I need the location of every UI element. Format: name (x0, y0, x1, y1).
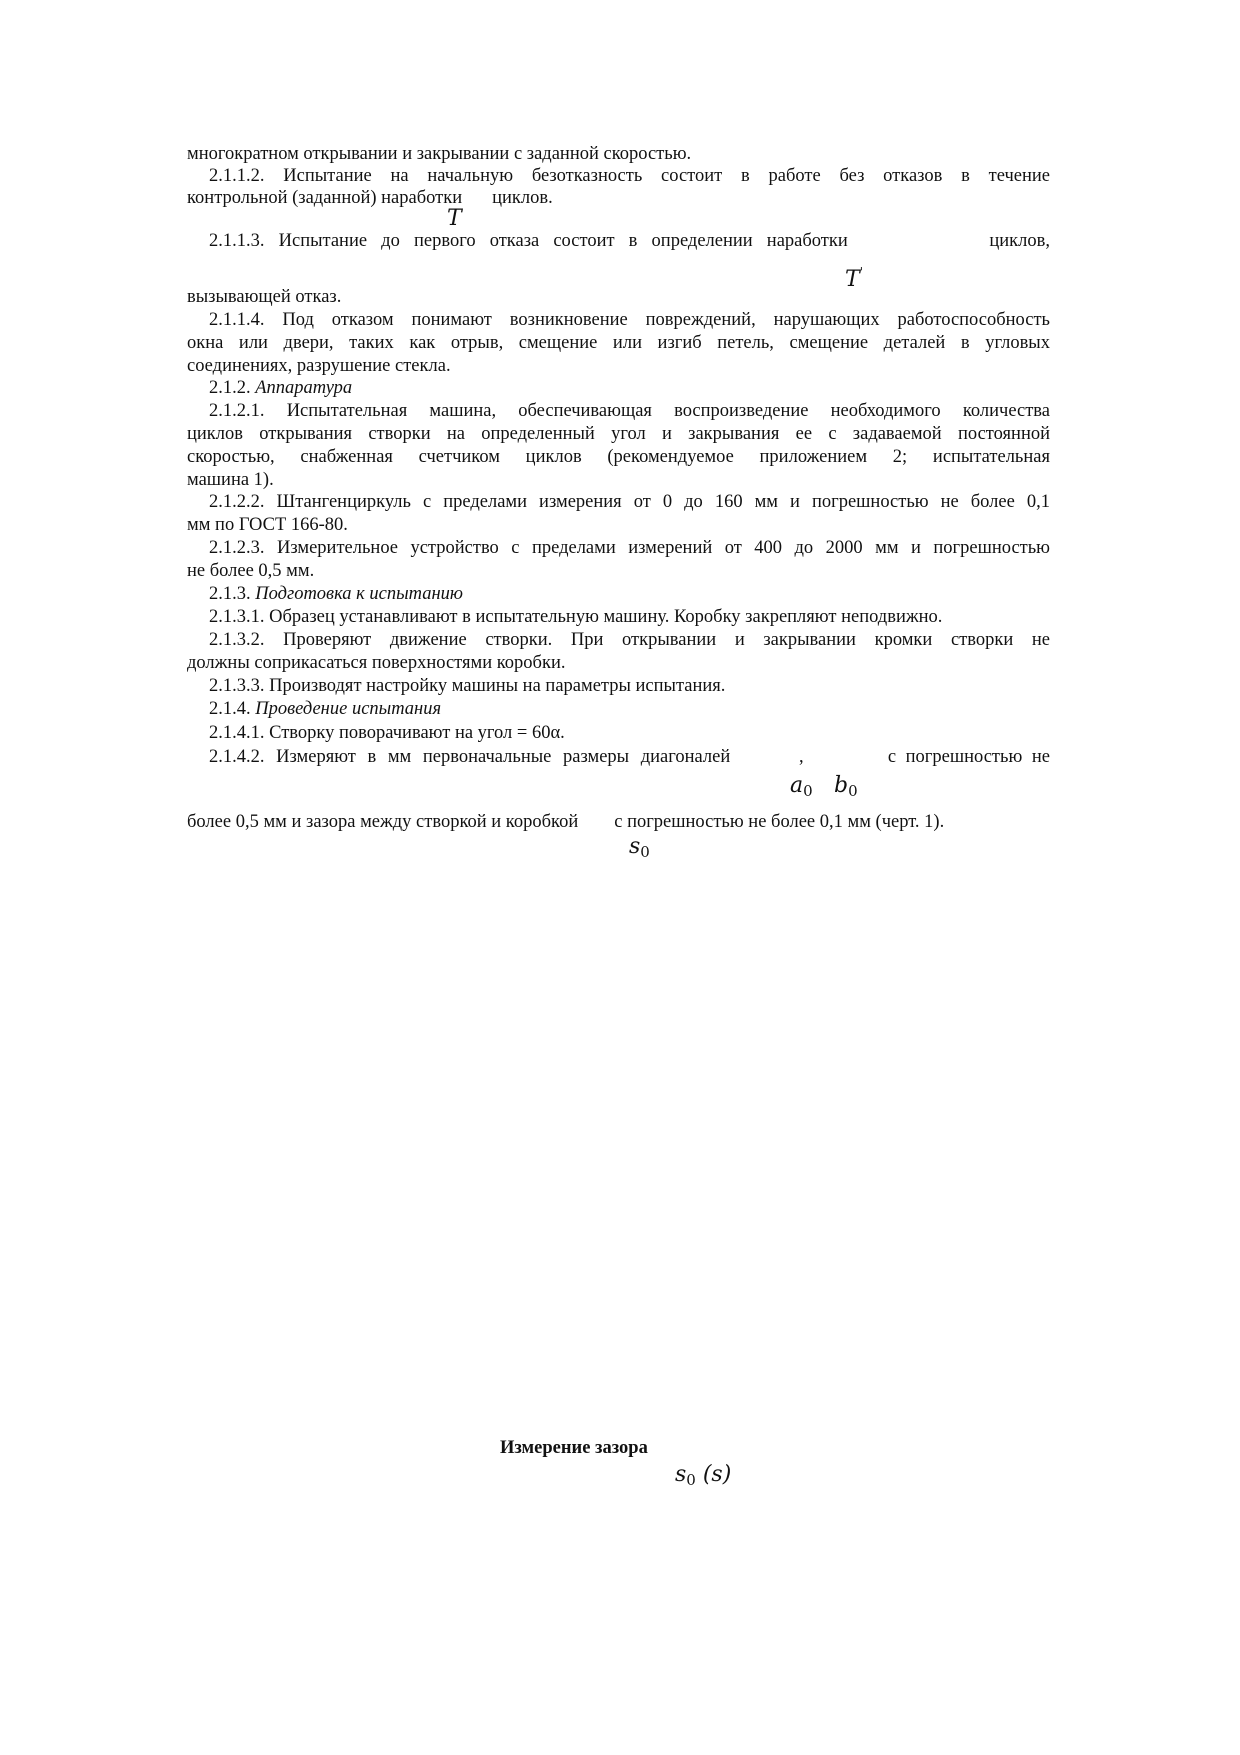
text-fragment: 2.1.1.3. Испытание до первого отказа состоит в определении наработки (209, 231, 848, 251)
math-symbol-b0 (834, 774, 858, 803)
subscript: 0 (848, 782, 858, 800)
text-fragment: контрольной (заданной) наработки (187, 188, 463, 208)
section-title: Проведение испытания (255, 699, 442, 719)
paragraph-2-1-3-2: 2.1.3.2. Проверяют движение створки. При открывании и закрывании кромки створки не (209, 630, 1050, 650)
math-symbol-s0 (629, 835, 650, 864)
section-title: Аппаратура (255, 378, 353, 398)
text-line: многократном открывании и закрывании с заданной скоростью. (187, 144, 692, 164)
subscript: 0 (640, 843, 650, 861)
section-number: 2.1.4. (209, 699, 251, 719)
text-line: должны соприкасаться поверхностями коробки. (187, 653, 566, 673)
text-line: вызывающей отказ. (187, 287, 342, 307)
paragraph-2-1-3-1: 2.1.3.1. Образец устанавливают в испытательную машину. Коробку закрепляют неподвижно. (209, 607, 943, 627)
paragraph-2-1-3-3: 2.1.3.3. Производят настройку машины на параметры испытания. (209, 676, 726, 696)
text-fragment: циклов. (492, 188, 553, 208)
paragraph-2-1-1-4: 2.1.1.4. Под отказом понимают возникновение повреждений, нарушающих работоспособность (209, 310, 1050, 330)
text-line: скоростью, снабженная счетчиком циклов (рекомендуемое приложением 2; испытательная (187, 447, 1050, 467)
text-fragment: с погрешностью не более 0,1 мм (черт. 1). (614, 812, 945, 832)
section-title: Подготовка к испытанию (255, 584, 463, 604)
text-line (187, 811, 1050, 833)
math-s: s (629, 834, 641, 859)
paragraph-2-1-1-2: 2.1.1.2. Испытание на начальную безотказность состоит в работе без отказов в течение (209, 166, 1050, 186)
text-line (187, 187, 1050, 209)
paragraph-2-1-1-3 (187, 230, 1050, 252)
text-line: циклов открывания створки на определенный угол и закрывания ее с задаваемой постоянной (187, 424, 1050, 444)
figure-caption-title: Измерение зазора (500, 1438, 648, 1458)
text-fragment: 2.1.4.2. Измеряют в мм первоначальные размеры диагоналей (209, 747, 731, 767)
paragraph-2-1-4-1: 2.1.4.1. Створку поворачивают на угол = 60α. (209, 723, 565, 743)
section-heading-2-1-4 (187, 698, 1050, 720)
figure-caption-formula (675, 1463, 731, 1492)
text-line: машина 1). (187, 470, 274, 490)
text-fragment: более 0,5 мм и зазора между створкой и коробкой (187, 812, 579, 832)
text-fragment: с погрешностью не (887, 747, 1050, 767)
section-number: 2.1.3. (209, 584, 251, 604)
section-heading-2-1-3 (187, 583, 1050, 605)
text-line: окна или двери, таких как отрыв, смещение или изгиб петель, смещение деталей в угловых (187, 333, 1050, 353)
text-fragment: циклов, (989, 231, 1050, 251)
text-line: мм по ГОСТ 166-80. (187, 515, 348, 535)
prime-mark: ' (859, 265, 863, 279)
paragraph-2-1-4-2 (187, 746, 1050, 768)
text-line: соединениях, разрушение стекла. (187, 356, 451, 376)
subscript: 0 (803, 782, 813, 800)
math-s: s (675, 1462, 687, 1487)
math-b: b (834, 773, 849, 798)
text-fragment: , (799, 747, 804, 767)
section-heading-2-1-2 (187, 377, 1050, 399)
math-a: a (790, 773, 804, 798)
math-T: T (845, 267, 860, 292)
math-symbol-a0 (790, 774, 813, 803)
text-line: не более 0,5 мм. (187, 561, 315, 581)
subscript: 0 (686, 1471, 696, 1489)
paragraph-2-1-2-3: 2.1.2.3. Измерительное устройство с пределами измерений от 400 до 2000 мм и погрешностью (209, 538, 1050, 558)
paragraph-2-1-2-2: 2.1.2.2. Штангенциркуль с пределами измерения от 0 до 160 мм и погрешностью не более 0,1 (209, 492, 1050, 512)
paragraph-2-1-2-1: 2.1.2.1. Испытательная машина, обеспечивающая воспроизведение необходимого количества (209, 401, 1050, 421)
math-symbol-T: T (447, 206, 462, 231)
section-number: 2.1.2. (209, 378, 251, 398)
math-paren-s: (s) (702, 1462, 732, 1487)
